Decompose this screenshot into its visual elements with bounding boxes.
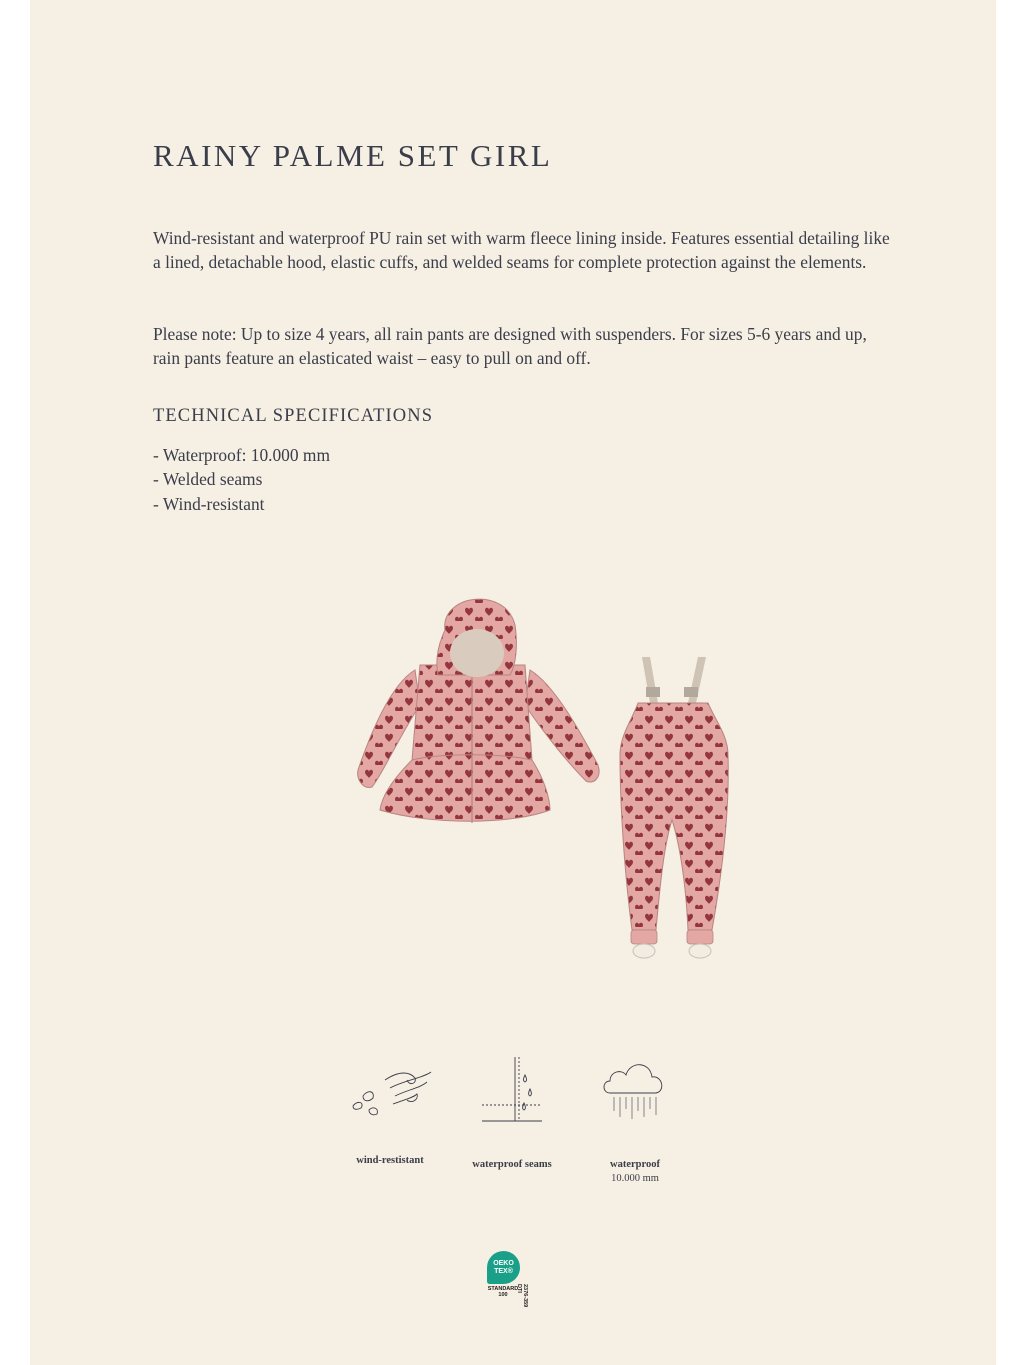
- rain-jacket: [358, 599, 599, 823]
- product-image: [320, 585, 750, 975]
- rain-pants: [620, 657, 728, 958]
- feature-label: waterproof seams: [472, 1159, 552, 1170]
- oeko-standard-label: STANDARD 100: [487, 1286, 519, 1298]
- page-title: RAINY PALME SET GIRL: [153, 138, 553, 173]
- note-paragraph: Please note: Up to size 4 years, all rain pants are designed with suspenders. For sizes 5-6 years and up, rain pants feature an elasticated waist – easy to pull on and off.: [153, 324, 867, 369]
- spec-item: - Wind-resistant: [153, 493, 265, 514]
- feature-sub-label: 10.000 mm: [611, 1173, 659, 1184]
- feature-waterproof: [560, 1055, 710, 1184]
- spec-item: - Waterproof: 10.000 mm: [153, 445, 330, 465]
- oeko-tex-certification: [480, 1248, 550, 1308]
- seams-icon: [477, 1055, 547, 1125]
- rain-cloud-icon: [600, 1055, 670, 1125]
- specs-heading: TECHNICAL SPECIFICATIONS: [153, 406, 434, 426]
- feature-label: waterproof: [610, 1159, 660, 1170]
- wind-icon: [345, 1060, 435, 1120]
- oeko-certificate-code: 2376-359 DTI: [516, 1284, 528, 1308]
- spec-item: - Welded seams: [153, 469, 263, 490]
- specs-list: [153, 443, 330, 516]
- description-paragraph: Wind-resistant and waterproof PU rain set with warm fleece lining inside. Features essential detailing like a lined, detachable hood, elastic cuffs, and welded seams for complete protection against the elements.: [153, 228, 890, 273]
- oeko-tex-logo: OEKO TEX®: [487, 1251, 520, 1284]
- feature-label: wind-restistant: [356, 1155, 424, 1166]
- product-sheet: [30, 0, 996, 1365]
